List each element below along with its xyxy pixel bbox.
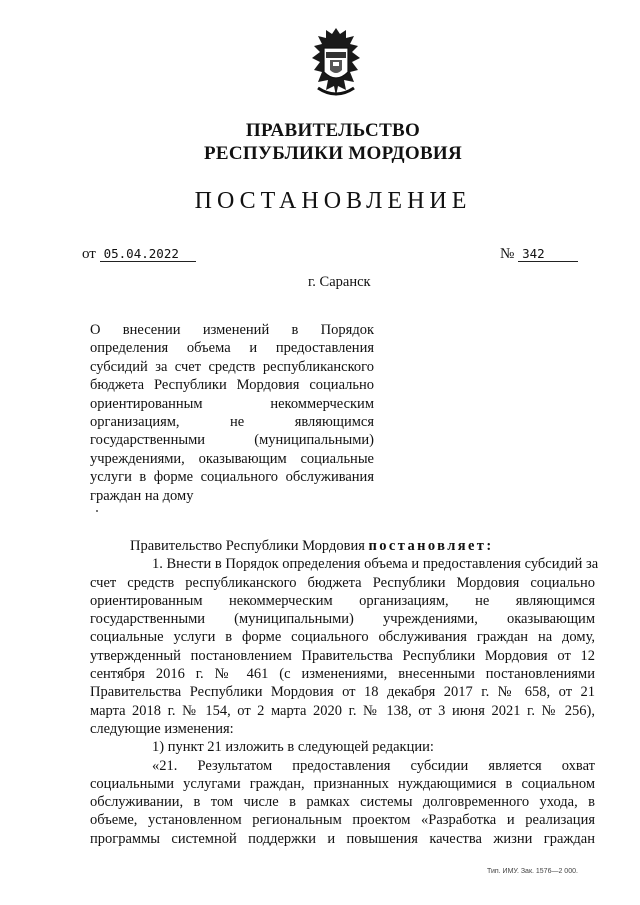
subject-line: определения объема и предоставления: [90, 340, 374, 357]
date-prefix: от: [82, 246, 96, 262]
body-line: государственными (муниципальными) учреждениями, оказывающим: [90, 611, 595, 628]
scan-speck: [96, 510, 98, 512]
subject-line: граждан на дому: [90, 487, 194, 504]
body-line: утвержденный постановлением Правительства Республики Мордовия от 12: [90, 647, 595, 664]
body-line: следующие изменения:: [90, 720, 234, 737]
subject-line: учреждениями, оказывающим социальные: [90, 450, 374, 467]
city-name: г. Саранск: [308, 274, 371, 290]
body-line: марта 2018 г. № 154, от 2 марта 2020 г. № 138, от 3 июня 2021 г. № 256),: [90, 702, 595, 719]
document-type-heading: ПОСТАНОВЛЕНИЕ: [194, 188, 472, 214]
government-title-line2: РЕСПУБЛИКИ МОРДОВИЯ: [203, 143, 463, 164]
body-line: программы системной поддержки и повышения качества жизни граждан: [90, 830, 595, 847]
number-value: 342: [518, 246, 578, 262]
body-line: социальные услуги в форме социального обслуживания граждан на дому,: [90, 629, 595, 646]
number-field: [500, 246, 578, 263]
decree-subject: [90, 321, 374, 505]
body-intro: [90, 537, 595, 555]
body-line: сентября 2016 г. № 461 (с изменениями, внесенными постановлениями: [90, 666, 595, 683]
subject-line: государственными (муниципальными): [90, 432, 374, 449]
body-line: социальными услугами граждан, признанных нуждающимися в социальном: [90, 775, 595, 792]
body-line: 1. Внести в Порядок определения объема и предоставления субсидий за: [152, 556, 599, 573]
intro-spaced-word: постановляет:: [368, 538, 494, 554]
subject-line: организациям, не являющимся: [90, 414, 374, 431]
date-field: [82, 246, 196, 263]
subject-line: ориентированным некоммерческим: [90, 395, 374, 412]
body-line: ориентированным некоммерческим организациям, не являющимся: [90, 592, 595, 609]
body-line: «21. Результатом предоставления субсидии является охват: [152, 757, 595, 774]
subject-line: субсидий за счет средств республиканского: [90, 358, 374, 375]
subject-line: О внесении изменений в Порядок: [90, 322, 374, 338]
subject-line: бюджета Республики Мордовия социально: [90, 377, 374, 394]
body-line: обслуживании, в том числе в рамках системы долговременного ухода, в: [90, 794, 595, 811]
body-line: объеме, установленном региональным проектом «Разработка и реализация: [90, 812, 595, 829]
body-line: Правительства Республики Мордовия от 18 декабря 2017 г. № 658, от 21: [90, 684, 595, 701]
mordovia-coat-of-arms-emblem: [300, 26, 372, 106]
print-mark: Тип. ИМУ. Зак. 1576—2 000.: [487, 868, 578, 875]
intro-text: Правительство Республики Мордовия: [130, 538, 369, 554]
date-value: 05.04.2022: [100, 246, 196, 262]
government-title-line1: ПРАВИТЕЛЬСТВО: [245, 120, 421, 141]
body-line: счет средств республиканского бюджета Республики Мордовия социально: [90, 574, 595, 591]
number-prefix: №: [500, 246, 515, 262]
body-line: 1) пункт 21 изложить в следующей редакции:: [152, 739, 434, 756]
decree-body: [90, 537, 599, 848]
subject-line: услуги в форме социального обслуживания: [90, 469, 374, 486]
